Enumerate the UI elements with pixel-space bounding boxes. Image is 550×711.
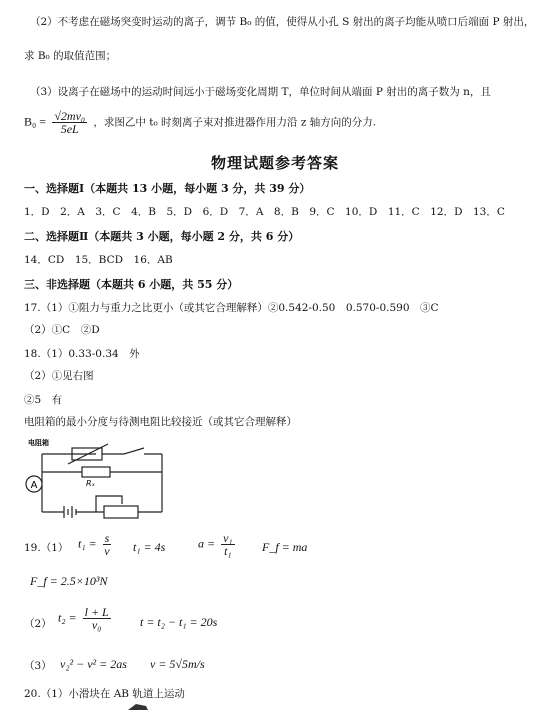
section-2-heading: 二、选择题Ⅱ（本题共 3 小题，每小题 2 分，共 6 分）: [24, 230, 300, 243]
b0-denominator: 5eL: [60, 122, 79, 136]
answer-18-note: 电阻箱的最小分度与待测电阻比较接近（或其它合理解释）: [24, 416, 297, 428]
answer-18-part2: （2）①见右图: [24, 370, 94, 382]
eq-friction-result: F_f = 2.5×10³N: [30, 574, 108, 588]
eq-kinematics: v₂² − v² = 2as: [60, 657, 127, 671]
answer-18-part3: ②5 有: [24, 394, 63, 406]
rx-label: Rₓ: [86, 479, 96, 488]
eq-a-lhs: a =: [198, 536, 216, 551]
section-3-heading: 三、非选择题（本题共 6 小题，共 55 分）: [24, 278, 239, 291]
eq-total-time: t = t₂ − t₁ = 20s: [140, 615, 218, 629]
circuit-diagram: [24, 436, 174, 522]
eq-a-num: v₁: [223, 531, 233, 545]
eq-t2-lhs: t₂ =: [58, 610, 77, 625]
eq-t1-num: s: [104, 531, 110, 545]
question-part3-line2: [24, 110, 376, 135]
question-part3-line1: （3）设离子在磁场中的运动时间远小于磁场变化周期 T，单位时间从端面 P 射出的离子数为 n，且: [30, 86, 491, 98]
question-part2-line2: 求 B₀ 的取值范围；: [24, 50, 117, 62]
question-part3-text: ，求图乙中 t₀ 时刻离子束对推进器作用力沿 z 轴方向的分力.: [93, 116, 377, 129]
answer-19-part3-prefix: （3）: [24, 660, 52, 672]
slider-block-figure: [126, 702, 150, 711]
section-1-heading: 一、选择题Ⅰ（本题共 13 小题，每小题 3 分，共 39 分）: [24, 182, 311, 195]
answer-title: 物理试题参考答案: [210, 154, 339, 172]
eq-acceleration: [198, 532, 238, 557]
eq-t1-lhs: t₁ =: [78, 536, 97, 551]
b0-numerator: √2mv₀: [54, 109, 86, 123]
switch: [124, 448, 144, 454]
answer-19-prefix: 19.（1）: [24, 542, 69, 554]
resistance-box-label: 电阻箱: [28, 439, 49, 447]
answer-19-part2-prefix: （2）: [24, 618, 52, 630]
ammeter-label: A: [30, 480, 38, 491]
question-part2-line1: （2）不考虑在磁场突变时运动的离子，调节 B₀ 的值，使得从小孔 S 射出的离子均能从喷口后端面 P 射出，: [30, 16, 535, 28]
eq-t2-fraction: [83, 606, 111, 631]
eq-t1-value: t₁ = 4s: [133, 540, 166, 554]
answer-17-part2: （2）①C ②D: [24, 324, 100, 336]
rheostat-slider: [96, 496, 122, 512]
b0-fraction: [52, 110, 87, 135]
eq-t2: [58, 606, 114, 631]
rheostat: [104, 506, 138, 518]
eq-t1-fraction: [103, 532, 112, 557]
eq-t2-num: l + L: [84, 605, 109, 619]
eq-t2-den: v₀: [91, 618, 102, 632]
answer-17-part1: 17.（1）①阻力与重力之比更小（或其它合理解释）②0.542-0.50 0.570-0.590 ③C: [24, 302, 439, 314]
eq-friction: F_f = ma: [262, 540, 308, 554]
answer-20-part1: 20.（1）小滑块在 AB 轨道上运动: [24, 688, 185, 700]
eq-a-den: t₁: [224, 544, 232, 558]
rx-resistor: [82, 467, 110, 477]
section-2-answers: 14．CD 15．BCD 16．AB: [24, 254, 173, 266]
eq-t1-den: v: [104, 544, 110, 558]
eq-a-fraction: [221, 532, 235, 557]
eq-t1: [78, 532, 114, 557]
section-1-answers: 1．D 2．A 3．C 4．B 5．D 6．D 7．A 8．B 9．C 10．D 11．C 12．D 13．C: [24, 206, 505, 218]
eq-velocity: v = 5√5m/s: [150, 657, 205, 671]
answer-18-part1: 18.（1）0.33-0.34 外: [24, 348, 140, 360]
b0-lhs: B₀ =: [24, 114, 46, 129]
